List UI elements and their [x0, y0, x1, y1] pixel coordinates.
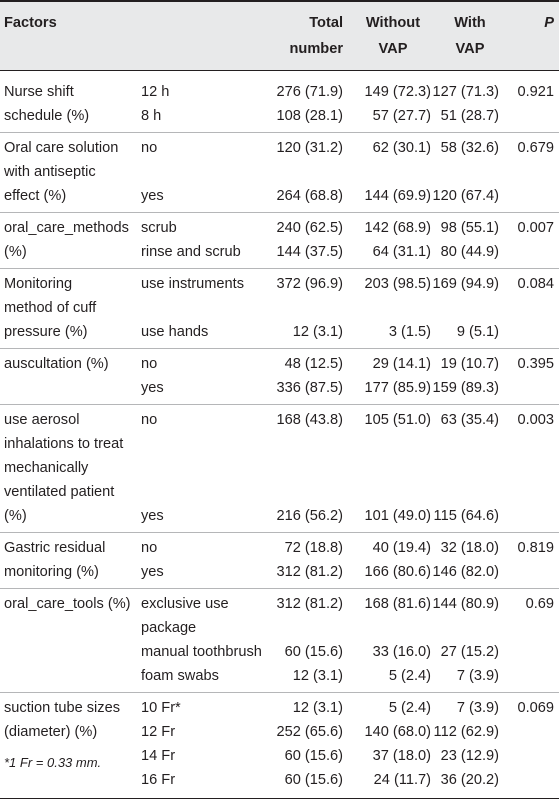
cell-with: 115 (64.6) [433, 508, 499, 524]
header-bottom-rule [0, 70, 559, 71]
cell-without: 149 (72.3) [364, 84, 431, 100]
cell-without: 166 (80.6) [364, 564, 431, 580]
row-level: no [141, 140, 158, 156]
header-with-line1: With [454, 15, 486, 31]
factor-label: Monitoring [4, 276, 73, 292]
cell-without: 168 (81.6) [364, 596, 431, 612]
row-level: yes [141, 188, 164, 204]
cell-with: 169 (94.9) [432, 276, 499, 292]
row-level: exclusive use [141, 596, 229, 612]
cell-total: 240 (62.5) [276, 220, 343, 236]
cell-total: 72 (18.8) [284, 540, 343, 556]
cell-without: 64 (31.1) [372, 244, 431, 260]
factor-label: with antiseptic [4, 164, 96, 180]
factor-label: mechanically [4, 460, 89, 476]
cell-with: 36 (20.2) [440, 772, 499, 788]
factor-label: use aerosol [4, 412, 80, 428]
p-value: 0.69 [525, 596, 554, 612]
factor-label: suction tube sizes [4, 700, 121, 716]
cell-without: 33 (16.0) [372, 644, 431, 660]
row-level: 12 h [141, 84, 170, 100]
cell-total: 312 (81.2) [276, 564, 343, 580]
cell-total: 216 (56.2) [276, 508, 343, 524]
cell-with: 19 (10.7) [440, 356, 499, 372]
header-total-line1: Total [309, 15, 343, 31]
group-divider [0, 692, 559, 693]
cell-without: 5 (2.4) [388, 700, 431, 716]
p-value: 0.819 [517, 540, 554, 556]
row-level: rinse and scrub [141, 244, 241, 260]
factor-label: auscultation (%) [4, 356, 109, 372]
row-level: 14 Fr [141, 748, 176, 764]
factor-label: schedule (%) [4, 108, 90, 124]
row-level: scrub [141, 220, 177, 236]
row-level: no [141, 540, 158, 556]
cell-total: 60 (15.6) [284, 772, 343, 788]
cell-with: 51 (28.7) [440, 108, 499, 124]
row-level: use instruments [141, 276, 245, 292]
cell-with: 63 (35.4) [440, 412, 499, 428]
group-divider [0, 348, 559, 349]
cell-total: 336 (87.5) [276, 380, 343, 396]
cell-with: 98 (55.1) [440, 220, 499, 236]
p-value: 0.069 [517, 700, 554, 716]
row-level: no [141, 356, 158, 372]
header-without-line1: Without [365, 15, 421, 31]
p-value: 0.084 [517, 276, 554, 292]
row-level: 12 Fr [141, 724, 176, 740]
p-value: 0.679 [517, 140, 554, 156]
group-divider [0, 268, 559, 269]
cell-total: 276 (71.9) [276, 84, 343, 100]
cell-total: 264 (68.8) [276, 188, 343, 204]
factor-label: Oral care solution [4, 140, 119, 156]
cell-without: 140 (68.0) [364, 724, 431, 740]
row-level: yes [141, 380, 164, 396]
cell-without: 105 (51.0) [364, 412, 431, 428]
cell-with: 7 (3.9) [456, 668, 499, 684]
factor-label: Nurse shift [4, 84, 74, 100]
p-value: 0.007 [517, 220, 554, 236]
cell-with: 80 (44.9) [440, 244, 499, 260]
row-level: no [141, 412, 158, 428]
factor-label: (%) [4, 508, 27, 524]
row-level: package [141, 620, 197, 636]
cell-without: 101 (49.0) [364, 508, 431, 524]
group-divider [0, 404, 559, 405]
cell-without: 142 (68.9) [364, 220, 431, 236]
cell-with: 7 (3.9) [456, 700, 499, 716]
header-p: P [544, 15, 554, 31]
row-level: yes [141, 508, 164, 524]
cell-total: 60 (15.6) [284, 644, 343, 660]
table-header [0, 2, 559, 70]
cell-total: 372 (96.9) [276, 276, 343, 292]
cell-without: 203 (98.5) [364, 276, 431, 292]
p-value: 0.921 [517, 84, 554, 100]
p-value: 0.003 [517, 412, 554, 428]
p-value: 0.395 [517, 356, 554, 372]
footnote: *1 Fr = 0.33 mm. [4, 755, 102, 770]
factor-label: inhalations to treat [4, 436, 124, 452]
cell-with: 112 (62.9) [433, 724, 499, 740]
cell-without: 57 (27.7) [372, 108, 431, 124]
cell-with: 159 (89.3) [432, 380, 499, 396]
cell-without: 5 (2.4) [388, 668, 431, 684]
row-level: use hands [141, 324, 209, 340]
cell-total: 168 (43.8) [276, 412, 343, 428]
row-level: 8 h [141, 108, 162, 124]
cell-total: 108 (28.1) [276, 108, 343, 124]
header-without-line2: VAP [378, 41, 408, 57]
factor-label: (%) [4, 244, 27, 260]
header-total-line2: number [289, 41, 343, 57]
factor-label: Gastric residual [4, 540, 106, 556]
cell-with: 58 (32.6) [440, 140, 499, 156]
header-factors: Factors [4, 15, 57, 31]
row-level: yes [141, 564, 164, 580]
row-level: 16 Fr [141, 772, 176, 788]
cell-without: 37 (18.0) [372, 748, 431, 764]
group-divider [0, 588, 559, 589]
cell-total: 144 (37.5) [276, 244, 343, 260]
cell-with: 32 (18.0) [440, 540, 499, 556]
cell-without: 3 (1.5) [388, 324, 431, 340]
cell-with: 23 (12.9) [440, 748, 499, 764]
cell-without: 62 (30.1) [372, 140, 431, 156]
cell-with: 127 (71.3) [432, 84, 499, 100]
factor-label: method of cuff [4, 300, 97, 316]
cell-total: 60 (15.6) [284, 748, 343, 764]
cell-without: 177 (85.9) [364, 380, 431, 396]
cell-total: 120 (31.2) [276, 140, 343, 156]
cell-without: 29 (14.1) [372, 356, 431, 372]
cell-total: 12 (3.1) [292, 700, 343, 716]
cell-without: 144 (69.9) [364, 188, 431, 204]
cell-with: 144 (80.9) [432, 596, 499, 612]
factor-label: (diameter) (%) [4, 724, 98, 740]
cell-with: 27 (15.2) [440, 644, 499, 660]
factor-label: oral_care_methods [4, 220, 129, 236]
row-level: foam swabs [141, 668, 219, 684]
header-with-line2: VAP [455, 41, 485, 57]
group-divider [0, 212, 559, 213]
cell-without: 24 (11.7) [373, 772, 431, 788]
cell-total: 12 (3.1) [292, 324, 343, 340]
factor-label: monitoring (%) [4, 564, 99, 580]
group-divider [0, 132, 559, 133]
factor-label: pressure (%) [4, 324, 88, 340]
cell-with: 120 (67.4) [432, 188, 499, 204]
cell-total: 252 (65.6) [276, 724, 343, 740]
cell-with: 9 (5.1) [456, 324, 499, 340]
row-level: manual toothbrush [141, 644, 262, 660]
factor-label: ventilated patient [4, 484, 115, 500]
factor-label: effect (%) [4, 188, 67, 204]
cell-total: 312 (81.2) [276, 596, 343, 612]
group-divider [0, 532, 559, 533]
factor-label: oral_care_tools (%) [4, 596, 131, 612]
cell-with: 146 (82.0) [432, 564, 499, 580]
cell-total: 12 (3.1) [292, 668, 343, 684]
cell-total: 48 (12.5) [284, 356, 343, 372]
row-level: 10 Fr* [141, 700, 181, 716]
cell-without: 40 (19.4) [372, 540, 431, 556]
